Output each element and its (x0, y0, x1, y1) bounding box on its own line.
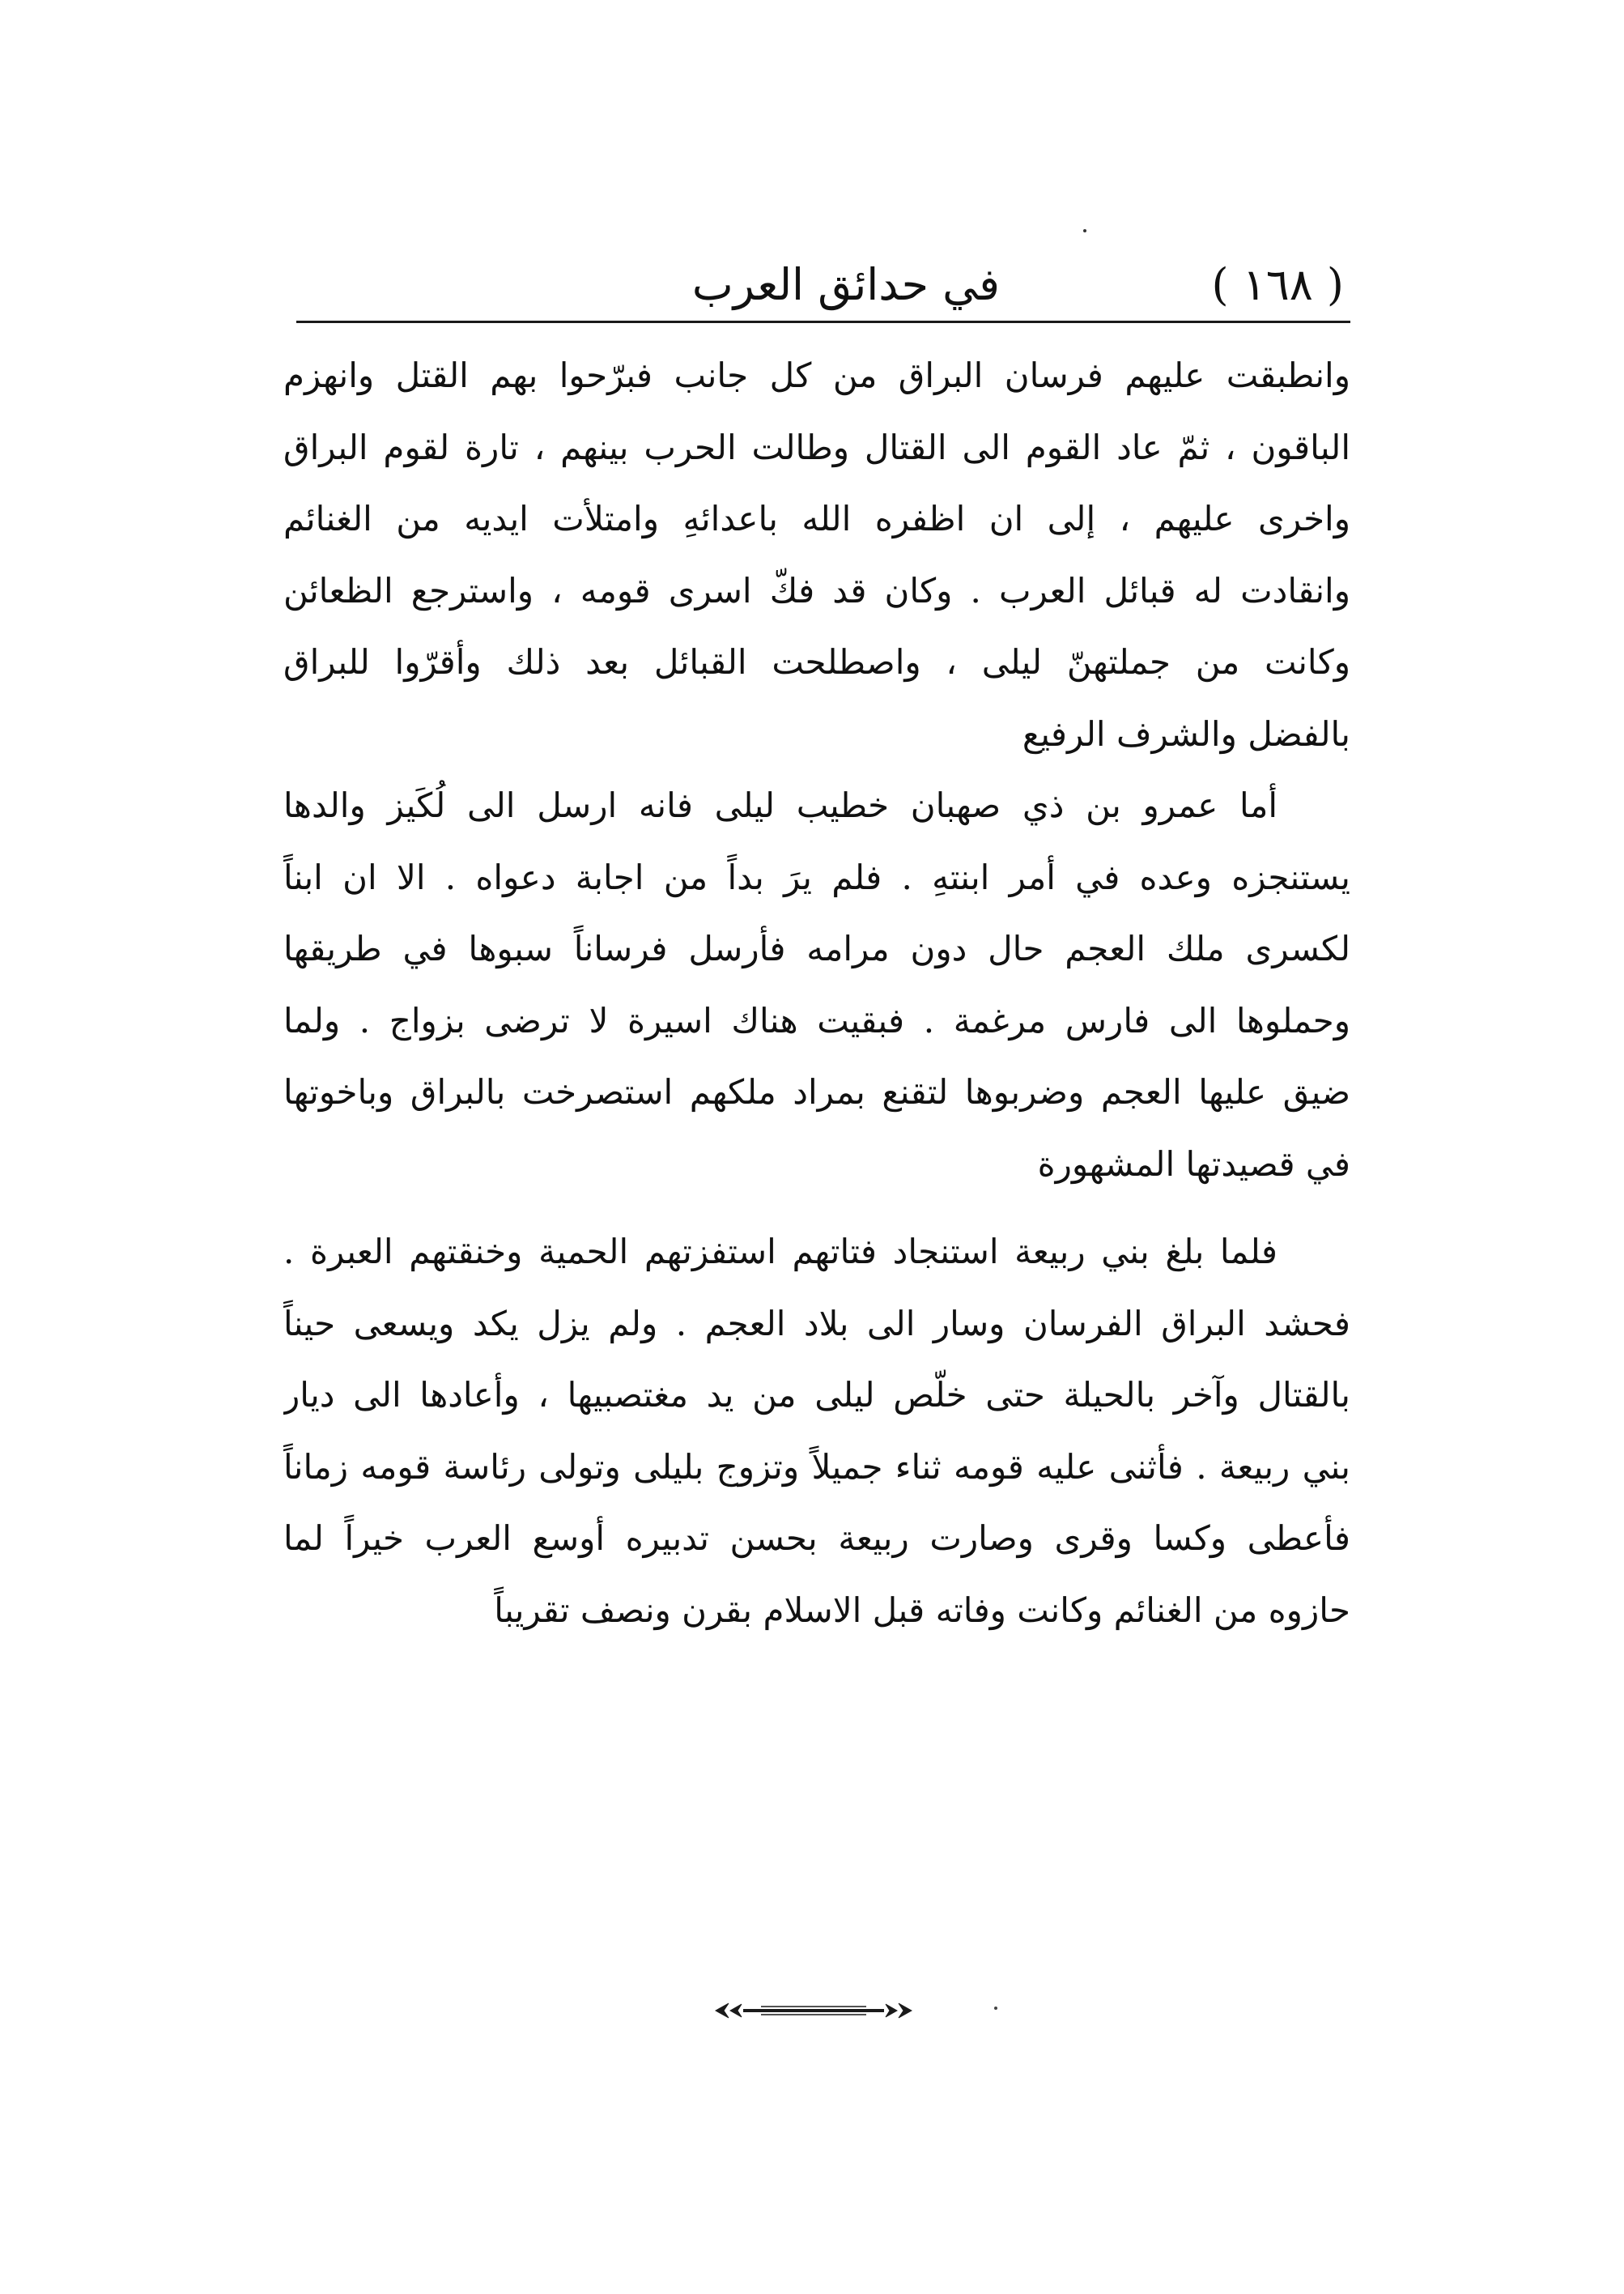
paragraph-3 (283, 1216, 1350, 1646)
text-line: بالقتال وآخر بالحيلة حتى خلّص ليلى من يد مغتصبيها ، وأعادها الى ديار (283, 1375, 1350, 1415)
text-line: فلما بلغ بني ربيعة استنجاد فتاتهم استفزتهم الحمية وخنقتهم العبرة . (283, 1232, 1278, 1271)
print-speck (1083, 229, 1086, 232)
text-line: بني ربيعة . فأثنى عليه قومه ثناء جميلاً وتزوج بليلى وتولى رئاسة قومه زماناً (283, 1446, 1350, 1487)
text-line: بالفضل والشرف الرفيع (1022, 713, 1350, 754)
text-line: وحملوها الى فارس مرغمة . فبقيت هناك اسيرة لا ترضى بزواج . ولما (283, 1000, 1350, 1041)
end-ornament-icon (712, 1998, 915, 2023)
text-line: وانطبقت عليهم فرسان البراق من كل جانب فبرّحوا بهم القتل وانهزم (283, 355, 1350, 395)
text-line: الباقون ، ثمّ عاد القوم الى القتال وطالت الحرب بينهم ، تارة لقوم البراق (283, 427, 1350, 467)
text-line: لكسرى ملك العجم حال دون مرامه فأرسل فرساناً سبوها في طريقها (283, 929, 1350, 968)
text-line: وانقادت له قبائل العرب . وكان قد فكّ اسرى قومه ، واسترجع الظعائن (283, 570, 1350, 611)
print-speck (994, 2007, 997, 2010)
text-line: ضيق عليها العجم وضربوها لتقنع بمراد ملكهم استصرخت بالبراق وباخوتها (283, 1072, 1350, 1112)
header-rule (296, 321, 1350, 323)
text-line: أما عمرو بن ذي صهبان خطيب ليلى فانه ارسل الى لُكَيز والدها (283, 785, 1278, 825)
text-line: وكانت من جملتهنّ ليلى ، واصطلحت القبائل بعد ذلك وأقرّوا للبراق (283, 642, 1350, 682)
text-line: يستنجزه وعده في أمر ابنتهِ . فلم يرَ بداً من اجابة دعواه . الا ان ابناً (283, 857, 1350, 897)
page-number: ( ١٦٨ ) (1211, 259, 1344, 310)
text-line: حازوه من الغنائم وكانت وفاته قبل الاسلام بقرن ونصف تقريباً (494, 1590, 1350, 1630)
paragraph-2 (283, 770, 1350, 1200)
text-line: فحشد البراق الفرسان وسار الى بلاد العجم . ولم يزل يكد ويسعى حيناً (283, 1303, 1350, 1343)
text-line: في قصيدتها المشهورة (1037, 1143, 1350, 1184)
text-line: واخرى عليهم ، إلى ان اظفره الله باعدائهِ وامتلأت ايديه من الغنائم (283, 499, 1350, 538)
running-title: في حدائق العرب (691, 259, 1000, 310)
text-line: فأعطى وكسا وقرى وصارت ربيعة بحسن تدبيره أوسع العرب خيراً لما (283, 1518, 1350, 1558)
paragraph-spacer (283, 1200, 1350, 1216)
paragraph-1 (283, 340, 1350, 770)
body-text (283, 340, 1350, 1646)
page-header (300, 253, 1344, 326)
